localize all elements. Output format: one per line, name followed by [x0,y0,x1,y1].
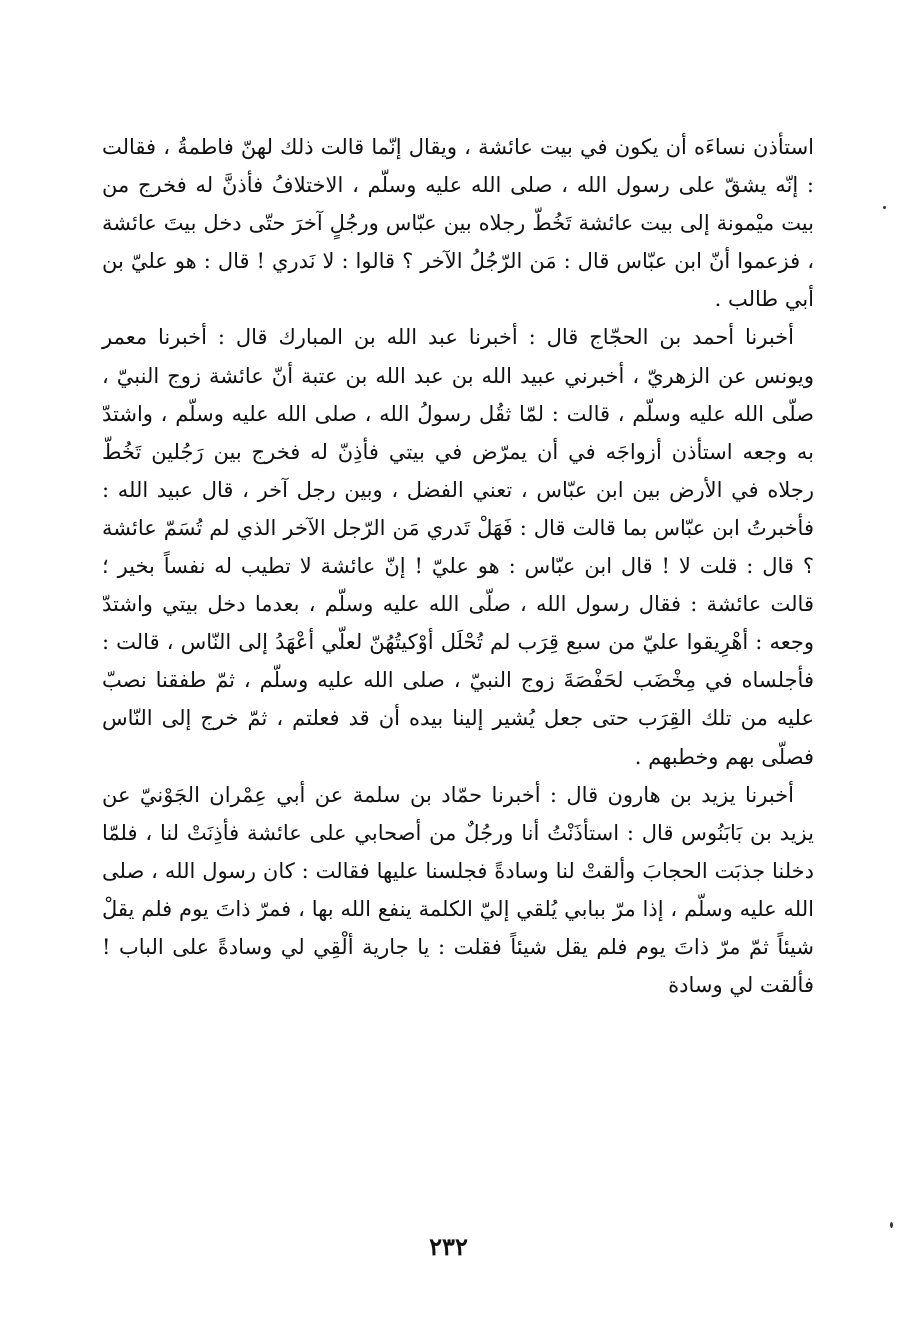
paragraph-2: أخبرنا أحمد بن الحجّاج قال : أخبرنا عبد الله بن المبارك قال : أخبرنا معمر ويونس عن الزهريّ ، أخبرني عبيد الله بن عبد الله بن عتبة أنّ عائشة زوج النبيّ ، صلّى الله عليه وسلّم ، قالت : لمّا ثقُل رسولُ الله ، صلى الله عليه وسلّم ، واشتدّ به وجعه استأذن أزواجَه في أن يمرّض في بيتي فأذِنّ له فخرج بين رَجُلين تَخُطّ رجلاه في الأرض بين ابن عبّاس ، تعني الفضل ، وبين رجل آخر ، قال عبيد الله : فأخبرتُ ابن عبّاس بما قالت قال : فَهَلْ تَدري مَن الرّجل الآخر الذي لم تُسَمّ عائشة ؟ قال : قلت لا ! قال ابن عبّاس : هو عليّ ! إنّ عائشة لا تطيب له نفساً بخير ؛ قالت عائشة : فقال رسول الله ، صلّى الله عليه وسلّم ، بعدما دخل بيتي واشتدّ وجعه : أهْرِيقوا عليّ من سبع قِرَب لم تُحْلَل أوْكيتُهُنّ لعلّي أعْهَدُ إلى النّاس ، قالت : فأجلساه في مِخْضَب لحَفْصَةَ زوج النبيّ ، صلى الله عليه وسلّم ، ثمّ طفقنا نصبّ عليه من تلك القِرَب حتى جعل يُشير إلينا بيده أن قد فعلتم ، ثمّ خرج إلى النّاس فصلّى بهم وخطبهم . [102,325,814,769]
paragraph-1: استأذن نساءَه أن يكون في بيت عائشة ، ويقال إنّما قالت ذلك لهنّ فاطمةُ ، فقالت : إنّه يشقّ على رسول الله ، صلى الله عليه وسلّم ، الاختلافُ فأذنَّ له فخرج من بيت ميْمونة إلى بيت عائشة تَخُطّ رجلاه بين عبّاس ورجُلٍ آخرَ حتّى دخل بيتَ عائشة ، فزعموا أنّ ابن عبّاس قال : مَن الرّجُلُ الآخر ؟ قالوا : لا نَدري ! قال : هو عليّ بن أبي طالب . [102,135,814,312]
scan-speck [890,1222,893,1228]
page-number: ٢٣٢ [429,1232,468,1261]
page-body-text [102,128,814,1004]
paragraph-3: أخبرنا يزيد بن هارون قال : أخبرنا حمّاد بن سلمة عن أبي عِمْران الجَوْنيّ عن يزيد بن بَابَنُوس قال : استأذَنْتُ أنا ورجُلٌ من أصحابي على عائشة فأذِنَتْ لنا ، فلمّا دخلنا جذبَت الحجابَ وألقتْ لنا وسادةً فجلسنا عليها فقالت : كان رسول الله ، صلى الله عليه وسلّم ، إذا مرّ ببابي يُلقي إليّ الكلمة ينفع الله بها ، فمرّ ذاتَ يوم فلم يقلْ شيئاً ثمّ مرّ ذاتَ يوم فلم يقل شيئاً فقلت : يا جارية ألْقِي لي وسادةً على الباب ! فألقت لي وسادة [102,782,814,998]
scan-speck [883,206,886,209]
